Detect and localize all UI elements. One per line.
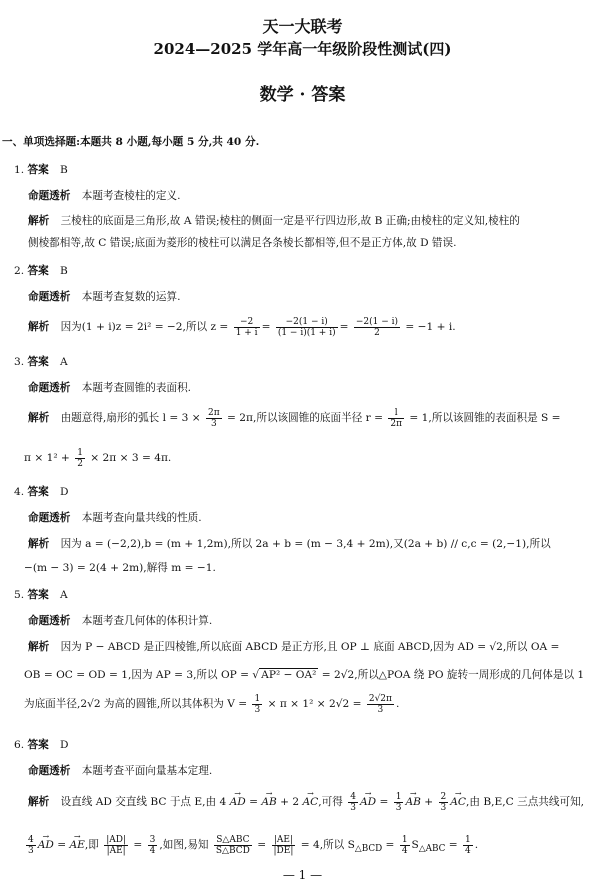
q6-explain-2c: = 4,所以 S [300,839,355,851]
q6-ratio-ad-ae-num: |AD| [106,834,127,845]
q5-answer-label: 答案 [27,589,49,601]
q6-area-ratio-den: S△BCD [215,845,250,856]
q2-fraction-3-den: 2 [374,327,380,338]
q6-vector-ae: → AE [70,830,85,860]
exam-year-title: 2024—2025 学年高一年级阶段性测试(四) [153,40,452,58]
section-heading: 一、单项选择题:本题共 8 小题,每小题 5 分,共 40 分. [2,136,260,148]
q3-explain-b: = 2π,所以该圆锥的底面半径 r = [227,412,383,424]
q6-explain-label: 解析 [28,796,50,808]
q2-fraction-2 [276,317,338,338]
q3-fraction-1-den: 3 [210,418,217,429]
q2-topic-text: 本题考查复数的运算. [81,291,181,303]
q6-fraction-1-4-num: 1 [401,834,408,845]
q5-topic-label: 命题透析 [28,615,71,627]
q6-fraction-1-4-b-den: 4 [465,845,471,856]
q6-fraction-2-3-den: 3 [440,802,447,813]
q5-explain-3a: 为底面半径,2√2 为高的圆锥,所以其体积为 V = [24,698,248,710]
q4-answer-value: D [60,486,69,498]
q5-explain-2a: OB = OC = OD = 1,因为 AP = 3,所以 OP = [24,669,250,681]
q2-fraction-1 [234,317,260,338]
q3-topic-line [28,381,595,395]
q4-explain-line1 [28,537,595,551]
q3-topic-text: 本题考查圆锥的表面积. [81,382,192,394]
q5-sqrt-expression: AP² − OA² [261,669,317,681]
q6-explain-line2: $\frac{4}{3}$ → AD = → AE,即 $\frac{|AD|}{|AE|}$ = $\frac{3}{4}$ ,如图,易知 $\frac{\text{S△ABC}}{\text{S△BCD}}$ = $\frac{|AE|}{|DE|}$ = 4,所以 $S_{\triangle BCD}$ = $\frac{1}{4}$ $S_{\triangle ABC}$ = $\frac{1}{4}$ . [24,830,595,860]
q1-answer-line [14,163,595,177]
q5-fraction-1 [252,694,262,715]
q5-fraction-2 [367,694,394,715]
q4-explain-label: 解析 [28,538,50,550]
q3-explain-a: 由题意得,扇形的弧长 l = 3 × [60,412,201,424]
page-number: — 1 — [282,868,323,882]
q6-fraction-2-3 [439,792,449,813]
q6-fraction-3-4-den: 4 [149,845,156,856]
q5-explain-2b: = 2√2,所以△POA 绕 PO 旋转一周形成的几何体是以 1 [321,669,585,681]
q6-fraction-1-4-b-num: 1 [465,834,471,845]
q6-answer-label: 答案 [27,739,49,751]
q5-topic-text: 本题考查几何体的体积计算. [81,615,213,627]
q1-topic-text: 本题考查棱柱的定义. [81,190,181,202]
q3-explain-c: = 1,所以该圆锥的表面积是 S = [409,412,561,424]
q6-fraction-1-4 [400,835,410,856]
q3-fraction-1-num: 2π [208,407,220,418]
exam-alliance-title: 天一大联考 [262,17,343,36]
q3-fraction-2-num: l [388,408,404,419]
q6-topic-label: 命题透析 [28,765,71,777]
q2-fraction-3-num: −2(1 − i) [355,316,399,327]
q2-fraction-2-den: (1 − i)(1 + i) [277,327,336,338]
q6-fraction-1-4-b [463,835,473,856]
q2-explain-label: 解析 [28,321,50,333]
q5-explain-line2: OB = OC = OD = 1,因为 AP = 3,所以 OP = √ AP² − OA² = 2√2,所以△POA 绕 PO 旋转一周形成的几何体是以 1 [24,669,585,681]
q6-explain-2e: . [474,839,479,851]
q3-fraction-1 [206,408,222,429]
q6-explain-2b: ,如图,易知 [159,839,209,851]
q6-explain-1b: = [249,796,258,808]
q3-topic-label: 命题透析 [28,382,71,394]
q3-explain-d: π × 1² + [24,452,70,464]
q3-answer-value: A [60,356,68,368]
q6-number: 6. [14,739,25,751]
q5-explain-3c: . [395,698,400,710]
q6-ratio-ae-de-den: |DE| [273,845,294,856]
q5-fraction-2-den: 3 [377,704,384,715]
q4-topic-label: 命题透析 [28,512,71,524]
q5-fraction-1-num: 1 [254,693,261,704]
q6-vector-ad-2: → AD [360,788,376,816]
q5-fraction-1-den: 3 [254,704,261,715]
q5-answer-value: A [60,589,68,601]
q6-fraction-2-3-num: 2 [440,791,447,802]
q3-answer-line [14,355,595,369]
q6-explain-1e: ,由 B,E,C 三点共线可知, [466,796,585,808]
q5-explain-label: 解析 [28,641,50,653]
q6-explain-2d: S [411,839,419,851]
q1-answer-value: B [60,164,68,176]
q6-explain-1a: 设直线 AD 交直线 BC 于点 E,由 4 [60,796,227,808]
q5-fraction-2-num: 2√2π [368,693,392,704]
q3-fraction-2-den: 2π [390,418,402,429]
q5-explain-line1 [28,640,595,654]
q1-explain-line1 [28,214,595,228]
q6-subscript-abc: △ABC [418,844,446,855]
q2-fraction-2-num: −2(1 − i) [276,317,338,328]
q6-explain-1d: ,可得 [318,796,343,808]
q6-subscript-bcd: △BCD [354,844,383,855]
q6-fraction-4-3-den: 3 [350,802,356,813]
q6-topic-text: 本题考查平面向量基本定理. [81,765,213,777]
q5-answer-line [14,588,595,602]
q6-ratio-ae-de-num: |AE| [272,835,296,846]
q6-fraction-4-3-num: 4 [350,791,356,802]
q2-topic-label: 命题透析 [28,291,71,303]
q3-explain-e: × 2π × 3 = 4π. [90,452,172,464]
q6-fraction-4-3-b-den: 3 [28,845,34,856]
q6-vector-ac: → AC [303,788,319,816]
q6-topic-line [28,764,595,778]
q6-fraction-1-3 [394,792,404,813]
q6-vector-ab: → AB [261,788,276,816]
q3-fraction-3-den: 2 [77,458,83,469]
q2-explain-start: 因为(1 + i)z = 2i² = −2,所以 z = [60,321,229,333]
q4-number: 4. [14,486,25,498]
q3-fraction-3-num: 1 [77,447,83,458]
q5-explain-line3 [24,690,595,718]
q6-area-ratio-num: S△ABC [214,835,252,846]
q6-answer-line [14,738,595,752]
q6-fraction-1-3-num: 1 [395,791,402,802]
q1-answer-label: 答案 [27,164,49,176]
q2-fraction-3 [354,317,400,338]
q2-number: 2. [14,265,25,277]
q6-fraction-1-3-den: 3 [395,802,402,813]
q6-vector-ab-2: → AB [405,788,420,816]
q2-fraction-1-den: 1 + i [235,327,258,338]
q3-explain-line2 [24,444,595,472]
q6-fraction-3-4 [148,835,158,856]
q3-fraction-3 [75,448,85,469]
q4-topic-text: 本题考查向量共线的性质. [81,512,202,524]
q6-fraction-4-3-b [26,835,36,856]
q5-number: 5. [14,589,25,601]
q6-fraction-3-4-num: 3 [149,834,156,845]
q6-fraction-4-3 [348,792,358,813]
q6-ratio-ad-ae [104,835,128,856]
q3-number: 3. [14,356,25,368]
q2-explain-line: 解析 因为(1 + i)z = 2i² = −2,所以 z = $\frac{-2}{1 + i}$ = $\frac{-2(1 - i)}{(1 - i)(1 + i)}$ = $\frac{-2(1 - i)}{2}$ = −1 + i. [28,316,456,338]
q5-explain-text1: 因为 P − ABCD 是正四棱锥,所以底面 ABCD 是正方形,且 OP ⊥ 底面 ABCD,因为 AD = √2,所以 OA = [60,641,560,653]
q1-number: 1. [14,164,25,176]
q1-explain-line2: 侧棱都相等,故 C 错误;底面为菱形的棱柱可以满足各条棱长都相等,但不是正方体,故 D 错误. [28,237,457,249]
q6-vector-ad-3: → AD [38,830,54,860]
q2-explain-end: = −1 + i. [405,321,456,333]
q4-answer-label: 答案 [27,486,49,498]
q6-area-ratio [214,835,252,856]
q4-explain-line2: −(m − 3) = 2(4 + 2m),解得 m = −1. [24,562,216,574]
q6-vector-ad: → AD [230,788,246,816]
q4-explain-text1: 因为 a = (−2,2),b = (m + 1,2m),所以 2a + b = (m − 3,4 + 2m),又(2a + b) // c,c = (2,−1),所以 [60,538,551,550]
q2-topic-line [28,290,595,304]
q1-topic-label: 命题透析 [28,190,71,202]
q2-answer-line [14,264,595,278]
q5-topic-line [28,614,595,628]
q4-answer-line [14,485,595,499]
q6-explain-line1: 解析 设直线 AD 交直线 BC 于点 E,由 4 → AD = → AB + 2 → AC,可得 $\frac{4}{3}$ → AD = $\frac{1}{3}$ → AB + $\frac{2}{3}$ → AC,由 B,E,C 三点共线可知, [28,788,595,816]
q5-explain-3b: × π × 1² × 2√2 = [267,698,362,710]
subject-title: 数学 · 答案 [259,85,346,105]
q6-explain-1c: + 2 [280,796,300,808]
q3-answer-label: 答案 [27,356,49,368]
q4-topic-line [28,511,595,525]
q1-explain-text1: 三棱柱的底面是三角形,故 A 错误;棱柱的侧面一定是平行四边形,故 B 正确;由棱柱的定义知,棱柱的 [60,215,520,227]
q3-fraction-2 [388,408,404,429]
q2-answer-value: B [60,265,68,277]
q6-ratio-ad-ae-den: |AE| [106,845,126,856]
q1-topic-line [28,189,595,203]
q2-fraction-1-num: −2 [234,317,260,328]
q6-fraction-4-3-b-num: 4 [28,834,34,845]
q3-explain-line1 [28,404,595,432]
q6-explain-2a: ,即 [84,839,99,851]
q6-fraction-1-4-den: 4 [401,845,408,856]
q6-ratio-ae-de [272,835,296,856]
q3-explain-label: 解析 [28,412,50,424]
q2-answer-label: 答案 [27,265,49,277]
q6-answer-value: D [60,739,69,751]
q1-explain-label: 解析 [28,215,50,227]
q6-vector-ac-2: → AC [450,788,466,816]
